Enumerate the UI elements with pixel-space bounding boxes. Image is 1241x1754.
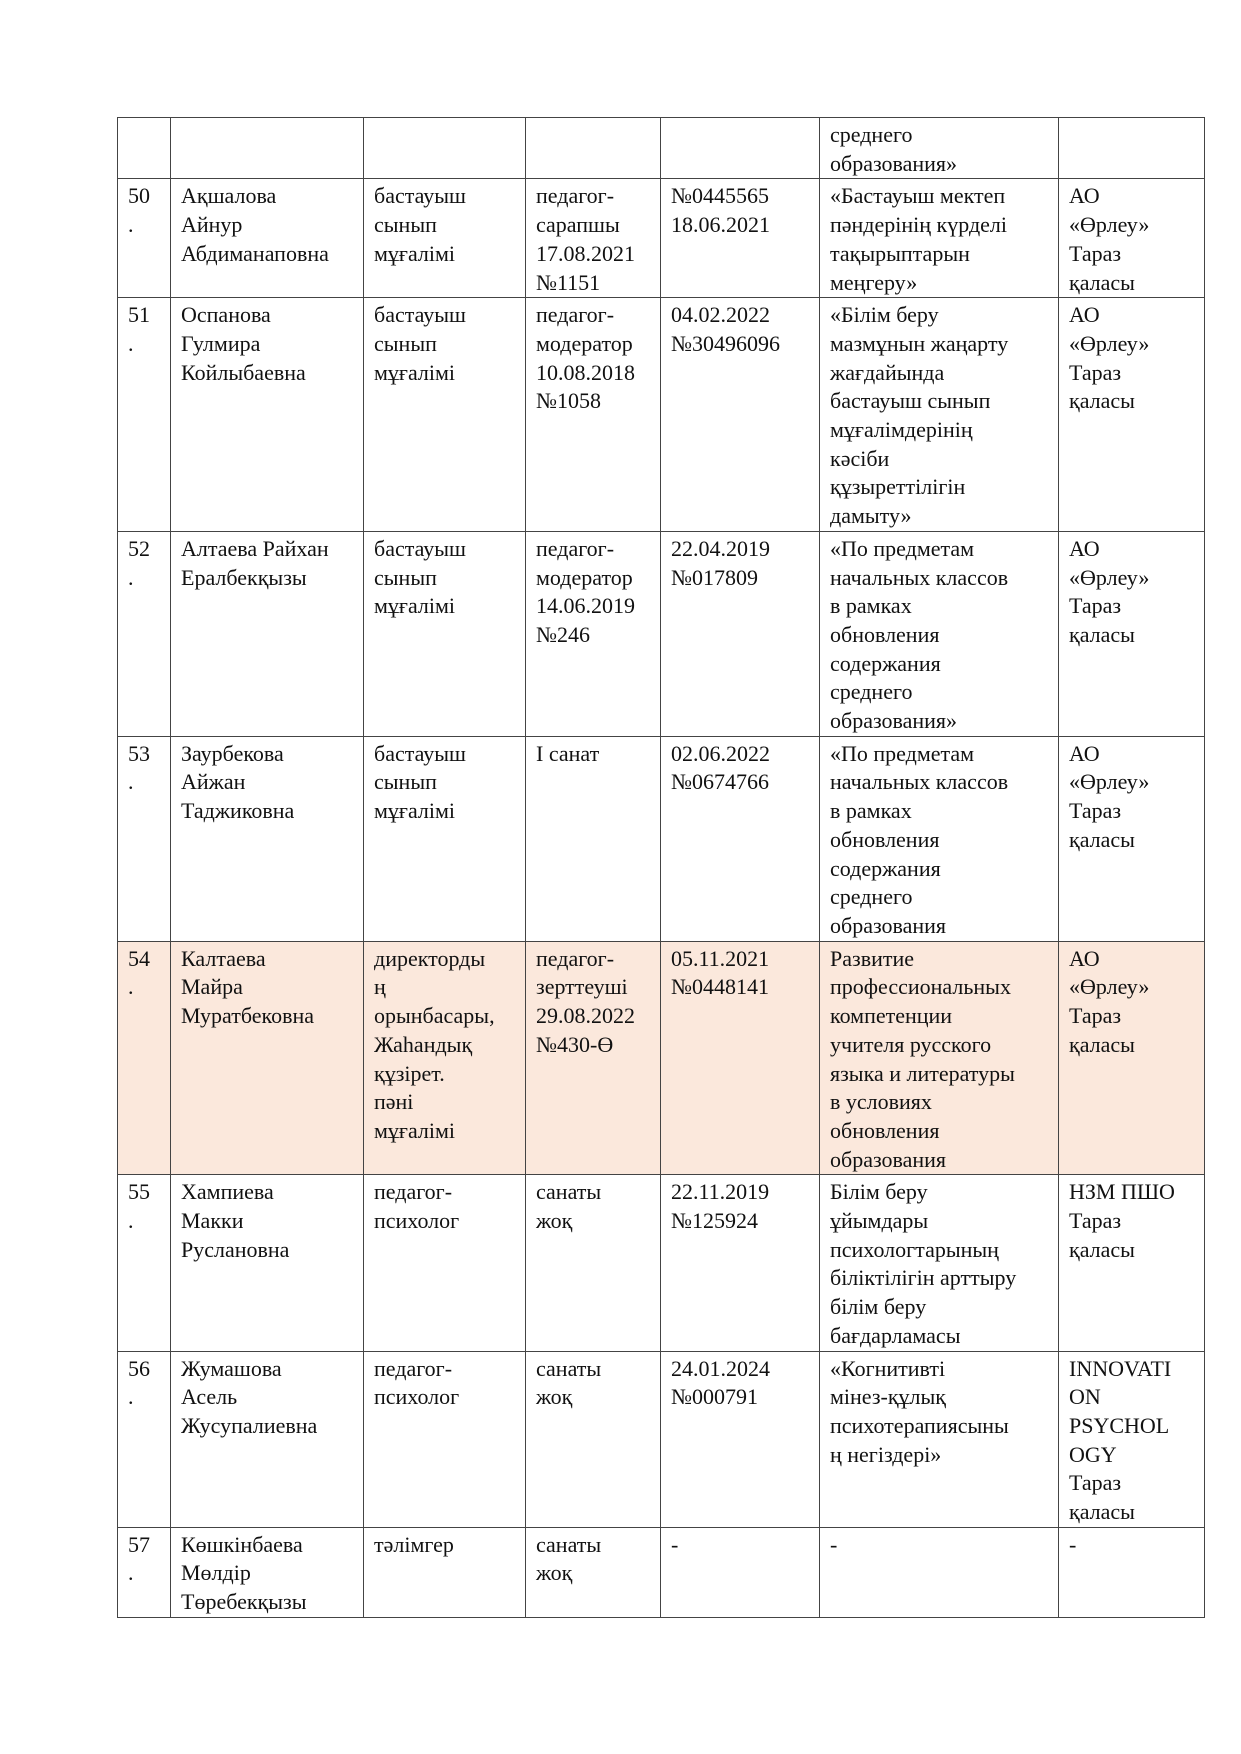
course-line: образования xyxy=(830,912,947,938)
certificate-cell xyxy=(661,941,820,1175)
staff-table xyxy=(117,117,1205,1618)
certificate-line: 18.06.2021 xyxy=(671,212,770,238)
position-line: бастауыш xyxy=(374,740,466,766)
position-line: пәні xyxy=(374,1089,414,1115)
course-line: профессиональных xyxy=(830,974,1011,1000)
table-row xyxy=(118,1175,1205,1351)
category-cell xyxy=(526,736,661,941)
category-line: жоқ xyxy=(536,1208,573,1234)
organization-line: «Өрлеу» xyxy=(1069,564,1150,590)
certificate-line: №0448141 xyxy=(671,974,769,1000)
category-cell xyxy=(526,118,661,179)
category-line: педагог- xyxy=(536,183,615,209)
course-line: біліктілігін арттыру xyxy=(830,1265,1017,1291)
row-number: 50 . xyxy=(128,183,150,238)
organization-cell xyxy=(1059,1175,1205,1351)
organization-line: АО xyxy=(1069,535,1100,561)
certificate-cell xyxy=(661,118,820,179)
name-cell xyxy=(171,1351,364,1527)
row-number-cell xyxy=(118,941,171,1175)
course-line: учителя русского xyxy=(830,1031,992,1057)
name-line: Таджиковна xyxy=(181,798,295,824)
organization-line: қаласы xyxy=(1069,388,1135,414)
table-body xyxy=(118,118,1205,1618)
category-line: санаты xyxy=(536,1355,602,1381)
course-line: «Білім беру xyxy=(830,302,939,328)
certificate-line: 22.04.2019 xyxy=(671,535,770,561)
name-cell xyxy=(171,1175,364,1351)
position-line: педагог- xyxy=(374,1179,453,1205)
organization-line: ON xyxy=(1069,1384,1101,1410)
organization-cell xyxy=(1059,298,1205,532)
category-line: І санат xyxy=(536,740,600,766)
certificate-cell xyxy=(661,531,820,736)
name-line: Оспанова xyxy=(181,302,271,328)
name-cell xyxy=(171,298,364,532)
organization-line: қаласы xyxy=(1069,1031,1135,1057)
row-number-cell xyxy=(118,118,171,179)
name-cell xyxy=(171,531,364,736)
row-number: 57 . xyxy=(128,1531,150,1586)
course-line: жағдайында xyxy=(830,359,945,385)
position-line: директорды xyxy=(374,945,486,971)
table-row xyxy=(118,118,1205,179)
course-line: мінез-құлық xyxy=(830,1384,946,1410)
row-number-cell xyxy=(118,298,171,532)
name-line: Хампиева xyxy=(181,1179,274,1205)
row-number-cell xyxy=(118,736,171,941)
certificate-line: 05.11.2021 xyxy=(671,945,770,971)
organization-line: «Өрлеу» xyxy=(1069,974,1150,1000)
position-line: сынып xyxy=(374,564,437,590)
category-line: модератор xyxy=(536,564,633,590)
category-line: №246 xyxy=(536,621,590,647)
certificate-cell xyxy=(661,1527,820,1617)
course-line: среднего xyxy=(830,679,913,705)
organization-line: қаласы xyxy=(1069,1499,1135,1525)
certificate-cell xyxy=(661,1175,820,1351)
organization-line: PSYCHOL xyxy=(1069,1412,1170,1438)
category-cell xyxy=(526,1527,661,1617)
organization-line: қаласы xyxy=(1069,1236,1135,1262)
course-line: компетенции xyxy=(830,1003,953,1029)
category-line: №1151 xyxy=(536,269,601,295)
organization-line: INNOVATI xyxy=(1069,1355,1172,1381)
table-row xyxy=(118,1351,1205,1527)
organization-line: «Өрлеу» xyxy=(1069,769,1150,795)
document-page xyxy=(117,117,1204,1618)
row-number-cell xyxy=(118,179,171,298)
table-row xyxy=(118,941,1205,1175)
category-line: 17.08.2021 xyxy=(536,240,635,266)
course-line: ұйымдары xyxy=(830,1208,929,1234)
course-line: содержания xyxy=(830,855,941,881)
certificate-line: 02.06.2022 xyxy=(671,740,770,766)
category-line: жоқ xyxy=(536,1560,573,1586)
category-line: №1058 xyxy=(536,388,601,414)
organization-line: НЗМ ПШО xyxy=(1069,1179,1175,1205)
organization-line: АО xyxy=(1069,302,1100,328)
certificate-line: 24.01.2024 xyxy=(671,1355,770,1381)
certificate-line: №125924 xyxy=(671,1208,758,1234)
position-line: орынбасары, xyxy=(374,1003,495,1029)
name-cell xyxy=(171,941,364,1175)
course-line: «Когнитивті xyxy=(830,1355,946,1381)
course-line: білім беру xyxy=(830,1294,927,1320)
category-line: №430-Ө xyxy=(536,1031,614,1057)
course-line: языка и литературы xyxy=(830,1060,1015,1086)
position-line: сынып xyxy=(374,769,437,795)
position-cell xyxy=(364,1175,526,1351)
certificate-cell xyxy=(661,1351,820,1527)
name-line: Көшкінбаева xyxy=(181,1531,303,1557)
category-line: 14.06.2019 xyxy=(536,593,635,619)
course-line: бастауыш сынып xyxy=(830,388,991,414)
course-line: психотерапиясыны xyxy=(830,1412,1009,1438)
name-line: Ералбекқызы xyxy=(181,564,307,590)
course-line: образования xyxy=(830,1146,947,1172)
table-row xyxy=(118,1527,1205,1617)
name-line: Муратбековна xyxy=(181,1003,314,1029)
name-line: Айнур xyxy=(181,212,243,238)
course-cell xyxy=(820,531,1059,736)
organization-line: қаласы xyxy=(1069,621,1135,647)
organization-line: АО xyxy=(1069,945,1100,971)
position-line: сынып xyxy=(374,330,437,356)
organization-cell xyxy=(1059,118,1205,179)
position-cell xyxy=(364,118,526,179)
organization-line: Тараз xyxy=(1069,1208,1122,1234)
category-line: 29.08.2022 xyxy=(536,1003,635,1029)
category-line: педагог- xyxy=(536,302,615,328)
row-number-cell xyxy=(118,1527,171,1617)
name-line: Алтаева Райхан xyxy=(181,535,329,561)
course-line: обновления xyxy=(830,621,940,647)
category-cell xyxy=(526,1351,661,1527)
name-line: Ақшалова xyxy=(181,183,277,209)
position-line: мұғалімі xyxy=(374,359,456,385)
position-cell xyxy=(364,1527,526,1617)
course-line: ң негіздері» xyxy=(830,1441,942,1467)
certificate-line: - xyxy=(671,1531,679,1557)
organization-line: қаласы xyxy=(1069,269,1135,295)
category-cell xyxy=(526,1175,661,1351)
name-cell xyxy=(171,1527,364,1617)
name-line: Заурбекова xyxy=(181,740,284,766)
course-line: обновления xyxy=(830,1117,940,1143)
category-cell xyxy=(526,941,661,1175)
course-cell xyxy=(820,1351,1059,1527)
position-line: мұғалімі xyxy=(374,593,456,619)
organization-cell xyxy=(1059,736,1205,941)
certificate-cell xyxy=(661,179,820,298)
organization-line: «Өрлеу» xyxy=(1069,330,1150,356)
position-cell xyxy=(364,179,526,298)
position-line: психолог xyxy=(374,1384,460,1410)
table-row xyxy=(118,179,1205,298)
position-line: мұғалімі xyxy=(374,1117,456,1143)
course-line: тақырыптарын xyxy=(830,240,970,266)
organization-line: Тараз xyxy=(1069,798,1122,824)
course-line: начальных классов xyxy=(830,769,1009,795)
name-line: Калтаева xyxy=(181,945,266,971)
course-line: дамыту» xyxy=(830,503,912,529)
name-line: Төребекқызы xyxy=(181,1589,307,1615)
name-line: Руслановна xyxy=(181,1236,290,1262)
certificate-cell xyxy=(661,298,820,532)
certificate-line: №0674766 xyxy=(671,769,769,795)
name-line: Абдиманаповна xyxy=(181,240,329,266)
category-line: сарапшы xyxy=(536,212,620,238)
category-cell xyxy=(526,179,661,298)
organization-cell xyxy=(1059,1527,1205,1617)
organization-line: - xyxy=(1069,1531,1077,1557)
course-line: мұғалімдерінің xyxy=(830,417,973,443)
category-cell xyxy=(526,298,661,532)
course-line: начальных классов xyxy=(830,564,1009,590)
course-line: құзыреттілігін xyxy=(830,474,966,500)
organization-line: OGY xyxy=(1069,1441,1117,1467)
category-line: санаты xyxy=(536,1179,602,1205)
category-line: 10.08.2018 xyxy=(536,359,635,385)
course-line: в рамках xyxy=(830,798,912,824)
position-cell xyxy=(364,298,526,532)
organization-line: Тараз xyxy=(1069,1470,1122,1496)
course-line: в рамках xyxy=(830,593,912,619)
organization-line: қаласы xyxy=(1069,826,1135,852)
position-line: сынып xyxy=(374,212,437,238)
name-line: Жусупалиевна xyxy=(181,1412,318,1438)
course-cell xyxy=(820,941,1059,1175)
position-cell xyxy=(364,531,526,736)
course-cell xyxy=(820,118,1059,179)
certificate-line: №0445565 xyxy=(671,183,769,209)
row-number: 51 . xyxy=(128,302,150,356)
table-row xyxy=(118,298,1205,532)
category-line: санаты xyxy=(536,1531,602,1557)
position-cell xyxy=(364,736,526,941)
course-line: пәндерінің күрделі xyxy=(830,212,1007,238)
position-line: тәлімгер xyxy=(374,1531,454,1557)
course-line: бағдарламасы xyxy=(830,1322,961,1348)
table-row xyxy=(118,531,1205,736)
course-line: мазмұнын жаңарту xyxy=(830,330,1009,356)
course-line: среднего xyxy=(830,122,913,147)
category-line: педагог- xyxy=(536,535,615,561)
certificate-line: №017809 xyxy=(671,564,758,590)
name-line: Жумашова xyxy=(181,1355,282,1381)
course-line: Развитие xyxy=(830,945,915,971)
position-line: ң xyxy=(374,974,386,1000)
position-line: педагог- xyxy=(374,1355,453,1381)
course-line: обновления xyxy=(830,826,940,852)
course-line: образования» xyxy=(830,150,958,176)
course-line: Білім беру xyxy=(830,1179,928,1205)
name-line: Макки xyxy=(181,1208,244,1234)
category-line: зерттеуші xyxy=(536,974,628,1000)
row-number-cell xyxy=(118,1351,171,1527)
name-line: Асель xyxy=(181,1384,238,1410)
course-line: в условиях xyxy=(830,1089,932,1115)
certificate-cell xyxy=(661,736,820,941)
row-number: 53 . xyxy=(128,740,150,795)
table-row xyxy=(118,736,1205,941)
name-line: Майра xyxy=(181,974,243,1000)
position-line: Жаһандық xyxy=(374,1031,473,1057)
organization-line: «Өрлеу» xyxy=(1069,212,1150,238)
position-line: мұғалімі xyxy=(374,798,456,824)
name-line: Койлыбаевна xyxy=(181,359,306,385)
course-line: содержания xyxy=(830,650,941,676)
course-line: «По предметам xyxy=(830,535,975,561)
course-line: «По предметам xyxy=(830,740,975,766)
certificate-line: №000791 xyxy=(671,1384,758,1410)
position-line: психолог xyxy=(374,1208,460,1234)
course-cell xyxy=(820,736,1059,941)
name-cell xyxy=(171,736,364,941)
course-line: кәсіби xyxy=(830,445,890,471)
certificate-line: 04.02.2022 xyxy=(671,302,770,328)
course-line: образования» xyxy=(830,708,958,734)
organization-line: АО xyxy=(1069,183,1100,209)
course-cell xyxy=(820,179,1059,298)
course-cell xyxy=(820,1527,1059,1617)
category-cell xyxy=(526,531,661,736)
course-line: меңгеру» xyxy=(830,269,918,295)
organization-cell xyxy=(1059,179,1205,298)
row-number: 54 . xyxy=(128,945,150,1000)
name-line: Мөлдір xyxy=(181,1560,251,1586)
organization-line: Тараз xyxy=(1069,359,1122,385)
name-cell xyxy=(171,118,364,179)
position-line: бастауыш xyxy=(374,302,466,328)
name-line: Гулмира xyxy=(181,330,261,356)
row-number: 56 . xyxy=(128,1355,150,1410)
organization-line: Тараз xyxy=(1069,240,1122,266)
course-cell xyxy=(820,298,1059,532)
organization-line: Тараз xyxy=(1069,593,1122,619)
organization-line: АО xyxy=(1069,740,1100,766)
organization-cell xyxy=(1059,1351,1205,1527)
course-cell xyxy=(820,1175,1059,1351)
row-number-cell xyxy=(118,531,171,736)
category-line: педагог- xyxy=(536,945,615,971)
category-line: жоқ xyxy=(536,1384,573,1410)
name-line: Айжан xyxy=(181,769,246,795)
row-number: 55 . xyxy=(128,1179,150,1234)
position-cell xyxy=(364,1351,526,1527)
course-line: психологтарының xyxy=(830,1236,999,1262)
course-line: среднего xyxy=(830,884,913,910)
position-line: құзірет. xyxy=(374,1060,445,1086)
organization-line: Тараз xyxy=(1069,1003,1122,1029)
position-line: мұғалімі xyxy=(374,240,456,266)
position-line: бастауыш xyxy=(374,183,466,209)
position-line: бастауыш xyxy=(374,535,466,561)
certificate-line: №30496096 xyxy=(671,330,780,356)
course-line: - xyxy=(830,1531,838,1557)
row-number: 52 . xyxy=(128,535,150,590)
certificate-line: 22.11.2019 xyxy=(671,1179,770,1205)
organization-cell xyxy=(1059,941,1205,1175)
course-line: «Бастауыш мектеп xyxy=(830,183,1006,209)
position-cell xyxy=(364,941,526,1175)
name-cell xyxy=(171,179,364,298)
row-number-cell xyxy=(118,1175,171,1351)
organization-cell xyxy=(1059,531,1205,736)
category-line: модератор xyxy=(536,330,633,356)
